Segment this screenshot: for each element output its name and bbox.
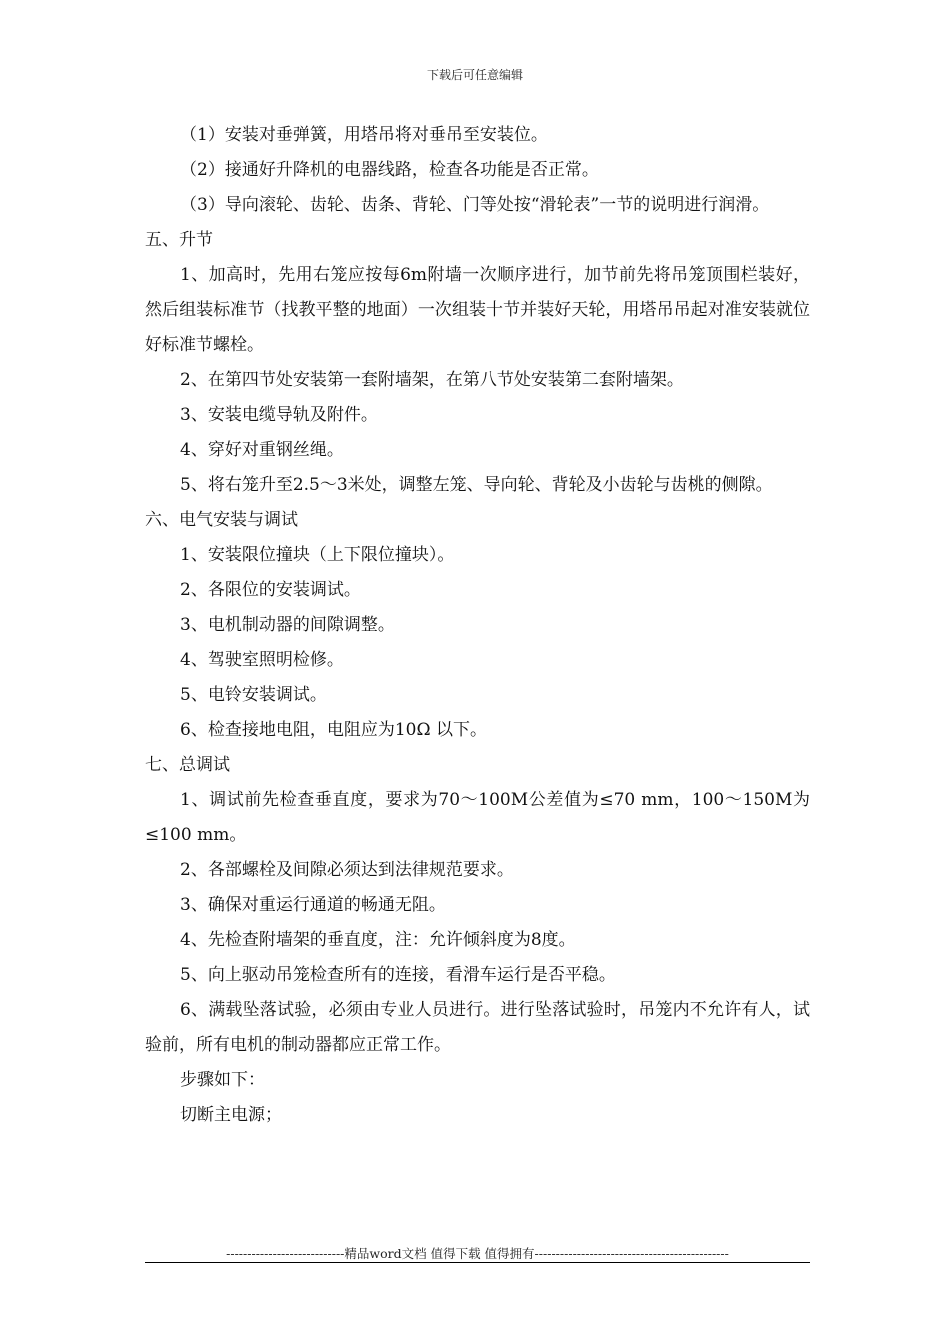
- paragraph: 1、加高时，先用右笼应按每6m附墙一次顺序进行，加节前先将吊笼顶围栏装好，然后组装标准节（找教平整的地面）一次组装十节并装好天轮，用塔吊吊起对准安装就位好标准节螺栓。: [145, 265, 810, 355]
- paragraph: 4、穿好对重钢丝绳。: [180, 440, 344, 460]
- paragraph: （1）安装对垂弹簧，用塔吊将对垂吊至安装位。: [180, 125, 548, 145]
- paragraph: 2、各部螺栓及间隙必须达到法律规范要求。: [180, 860, 514, 880]
- paragraph: 2、在第四节处安装第一套附墙架，在第八节处安装第二套附墙架。: [180, 370, 684, 390]
- paragraph: 切断主电源；: [180, 1105, 282, 1125]
- section-heading: 五、升节: [145, 230, 213, 250]
- paragraph: 3、电机制动器的间隙调整。: [180, 615, 395, 635]
- paragraph: 4、先检查附墙架的垂直度，注：允许倾斜度为8度。: [180, 930, 576, 950]
- paragraph: 6、检查接地电阻，电阻应为10Ω 以下。: [180, 720, 487, 740]
- footer-divider: [145, 1262, 810, 1263]
- paragraph: 3、安装电缆导轨及附件。: [180, 405, 378, 425]
- paragraph: 步骤如下：: [180, 1070, 265, 1090]
- paragraph: 4、驾驶室照明检修。: [180, 650, 344, 670]
- page-footer: ----------------------------精品word文档 值得下载 值得拥有----------------------------------------------: [226, 1246, 729, 1261]
- paragraph: 5、电铃安装调试。: [180, 685, 327, 705]
- section-heading: 六、电气安装与调试: [145, 510, 298, 530]
- paragraph: 5、向上驱动吊笼检查所有的连接，看滑车运行是否平稳。: [180, 965, 616, 985]
- paragraph: （3）导向滚轮、齿轮、齿条、背轮、门等处按“滑轮表”一节的说明进行润滑。: [180, 195, 770, 215]
- paragraph: （2）接通好升降机的电器线路，检查各功能是否正常。: [180, 160, 599, 180]
- paragraph: 3、确保对重运行通道的畅通无阻。: [180, 895, 446, 915]
- document-body: [145, 118, 810, 1133]
- paragraph: 1、调试前先检查垂直度，要求为70～100M公差值为≤70 mm，100～150M为≤100 mm。: [145, 790, 810, 845]
- section-heading: 七、总调试: [145, 755, 230, 775]
- paragraph: 6、满载坠落试验，必须由专业人员进行。进行坠落试验时，吊笼内不允许有人，试验前，所有电机的制动器都应正常工作。: [145, 1000, 810, 1055]
- paragraph: 2、各限位的安装调试。: [180, 580, 361, 600]
- page-header: 下载后可任意编辑: [426, 68, 523, 82]
- paragraph: 1、安装限位撞块（上下限位撞块）。: [180, 545, 455, 565]
- paragraph: 5、将右笼升至2.5～3米处，调整左笼、导向轮、背轮及小齿轮与齿桃的侧隙。: [180, 475, 773, 495]
